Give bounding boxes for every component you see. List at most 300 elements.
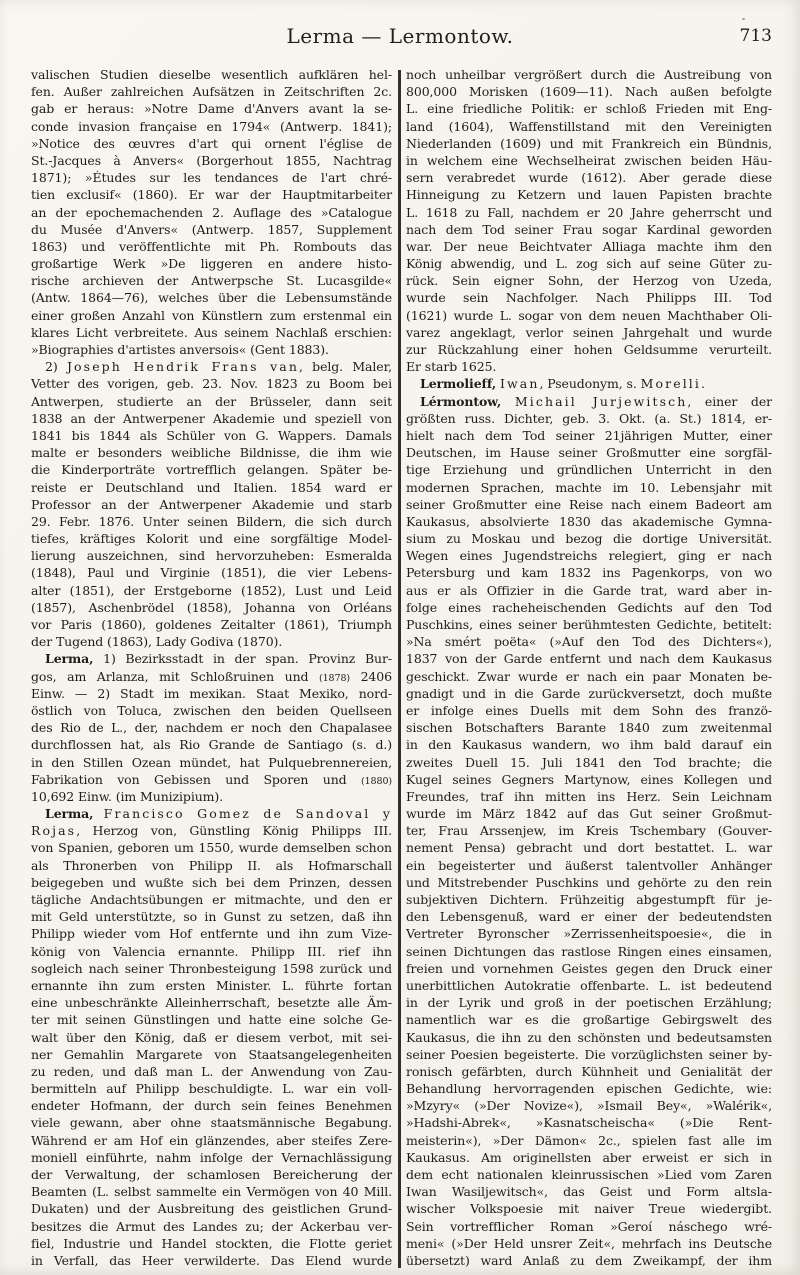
- text-line: [31, 736, 392, 753]
- text-line: [406, 496, 772, 513]
- text-segment: 800,000 Morisken (1609—11). Nach außen befolgte: [406, 84, 772, 100]
- text-line: [31, 118, 392, 135]
- text-line: [406, 874, 772, 891]
- text-line: [31, 324, 392, 341]
- text-line: [406, 1132, 772, 1149]
- running-head: [0, 24, 800, 50]
- text-segment: Deutschen, im Hause seiner Großmutter eine sorgfäl-: [406, 445, 772, 461]
- text-line: [31, 238, 392, 255]
- text-segment: 2406: [350, 668, 392, 684]
- text-segment: walt über den König, daß er diesem verbot, mit sei-: [31, 1029, 392, 1045]
- text-line: [406, 393, 772, 410]
- text-segment: Vetter des vorigen, geb. 23. Nov. 1823 zu Boom bei: [31, 376, 392, 392]
- text-line: [406, 461, 772, 478]
- text-segment: Antwerpen, studierte an der Brüsseler, dann seit: [31, 393, 392, 409]
- text-line: [31, 1011, 392, 1028]
- text-line: [406, 83, 772, 100]
- text-segment: conde invasion française en 1794« (Antwerp. 1841);: [31, 118, 392, 134]
- text-segment: war. Der neue Beichtvater Alliaga machte ihm den: [406, 238, 772, 254]
- text-line: [406, 702, 772, 719]
- text-line: [406, 599, 772, 616]
- text-line: [406, 685, 772, 702]
- text-line: [31, 874, 392, 891]
- text-line: [406, 513, 772, 530]
- text-line: [31, 221, 392, 238]
- text-segment: 1837 von der Garde entfernt und nach dem Kaukasus: [406, 651, 772, 667]
- text-segment: als Thronerben von Philipp II. als Hofmarschall: [31, 857, 392, 873]
- text-line: [31, 805, 392, 822]
- text-segment: tige Erziehung und gründlichen Unterricht in den: [406, 462, 772, 478]
- text-line: [406, 66, 772, 83]
- text-line: [31, 272, 392, 289]
- text-segment: Petersburg und kam 1832 ins Pagenkorps, von wo: [406, 565, 772, 581]
- text-line: [31, 668, 392, 685]
- text-segment: Fabrikation von Gebissen und Sporen und: [31, 771, 361, 787]
- text-line: [31, 891, 392, 908]
- text-line: [406, 118, 772, 135]
- text-line: [406, 1114, 772, 1131]
- text-line: [31, 650, 392, 667]
- text-segment: nach dem Tod seiner Frau sogar Kardinal geworden: [406, 221, 772, 237]
- page-title: Lerma — Lermontow.: [286, 24, 514, 48]
- text-segment: 1841 bis 1844 als Schüler von G. Wappers. Damals: [31, 427, 392, 443]
- text-line: [406, 272, 772, 289]
- text-line: [406, 994, 772, 1011]
- text-line: [406, 633, 772, 650]
- text-segment: er infolge eines Duells mit dem Sohn des franzö-: [406, 702, 772, 718]
- text-line: [406, 616, 772, 633]
- text-segment: rische archieven der Antwerpsche St. Lucasgilde«: [31, 273, 392, 289]
- text-segment: Beamten (L. selbst sammelte ein Vermögen von 40 Mill.: [31, 1184, 392, 1200]
- text-segment: gab er heraus: »Notre Dame d'Anvers avant la se-: [31, 101, 392, 117]
- scan-speck: [756, 30, 758, 32]
- text-segment: in der Lyrik und groß in der poetischen Erzählung;: [406, 995, 772, 1011]
- text-segment: , Herzog von, Günstling König Philipps III.: [76, 823, 392, 839]
- text-line: [406, 1235, 772, 1252]
- text-line: [406, 925, 772, 942]
- text-column-right: [406, 66, 772, 1270]
- text-line: [31, 1046, 392, 1063]
- text-segment: Vertreter Byronscher »Zerrissenheitspoesie«, die in: [406, 926, 772, 942]
- text-line: [406, 427, 772, 444]
- text-line: [406, 1166, 772, 1183]
- text-line: [406, 943, 772, 960]
- text-line: [31, 1097, 392, 1114]
- text-line: [31, 530, 392, 547]
- text-segment: , einer der: [687, 393, 772, 409]
- text-line: [406, 564, 772, 581]
- text-segment: den Lebensgenuß, ward er einer der bedeutendsten: [406, 909, 772, 925]
- text-segment: meni« (»Der Held unsrer Zeit«, mehrfach ins Deutsche: [406, 1235, 772, 1251]
- text-segment: moniell einführte, nahm infolge der Vernachlässigung: [31, 1149, 392, 1165]
- text-segment: zweites Duell 15. Juli 1841 den Tod brachte; die: [406, 754, 772, 770]
- text-segment: »Mzyry« (»Der Novize«), »Ismail Bey«, »Walérik«,: [406, 1098, 772, 1114]
- entry-headword: Lerma,: [45, 806, 94, 822]
- text-line: [31, 307, 392, 324]
- text-segment: land (1604), Waffenstillstand mit den Vereinigten: [406, 118, 772, 134]
- text-segment: Er starb 1625.: [406, 359, 497, 375]
- text-line: [31, 1080, 392, 1097]
- text-line: [406, 1029, 772, 1046]
- text-line: [406, 186, 772, 203]
- text-line: [406, 650, 772, 667]
- text-line: [31, 1166, 392, 1183]
- text-segment: reiste er Deutschland und Italien. 1854 ward er: [31, 479, 392, 495]
- text-segment: von Spanien, geboren um 1550, wurde demselben schon: [31, 840, 392, 856]
- text-segment: Iwan Wasiljewitsch«, das Geist und Form altsla-: [406, 1184, 772, 1200]
- text-segment: sischen Botschafters Barante 1840 zum zweitenmal: [406, 720, 772, 736]
- text-line: [406, 1097, 772, 1114]
- text-line: [31, 616, 392, 633]
- text-segment: noch unheilbar vergrößert durch die Austreibung von: [406, 67, 772, 82]
- text-line: [406, 719, 772, 736]
- text-line: [31, 1235, 392, 1252]
- text-segment: eine unbeschränkte Alleinherrschaft, besetzte alle Äm-: [31, 995, 392, 1011]
- text-line: [406, 444, 772, 461]
- text-line: [406, 341, 772, 358]
- text-line: [31, 1132, 392, 1149]
- text-segment: seiner Großmutter eine Reise nach einem Badeort am: [406, 496, 772, 512]
- text-segment: wurde sein Nachfolger. Nach Philipps III. Tod: [406, 290, 772, 306]
- spaced-name: Joseph Hendrik Frans van: [66, 359, 299, 375]
- text-line: [406, 1252, 772, 1269]
- text-line: [406, 1183, 772, 1200]
- text-segment: wurde im März 1842 auf das Gut seiner Großmut-: [406, 806, 772, 822]
- text-segment: ernannte ihn zum ersten Minister. L. führte fortan: [31, 977, 392, 993]
- text-line: [406, 221, 772, 238]
- text-segment: (1880): [361, 775, 392, 787]
- text-segment: rück. Sein eigner Sohn, der Herzog von Uzeda,: [406, 273, 772, 289]
- text-segment: aus er als Offizier in die Garde trat, ward aber in-: [406, 582, 772, 598]
- text-line: [31, 513, 392, 530]
- text-line: [31, 496, 392, 513]
- text-segment: dem echt nationalen kleinrussischen »Lied vom Zaren: [406, 1167, 772, 1182]
- text-line: [31, 1200, 392, 1217]
- text-segment: 1) Bezirksstadt in der span. Provinz Bur-: [93, 651, 392, 667]
- text-segment: der Tugend (1863), Lady Godiva (1870).: [31, 634, 283, 650]
- text-segment: tiefes, kräftiges Kolorit und eine sorgfältige Model-: [31, 531, 392, 547]
- text-segment: Puschkins, eines seiner berühmtesten Gedichte, betitelt:: [406, 617, 772, 632]
- text-segment: König abwendig, und L. zog sich auf seine Güter zu-: [406, 256, 772, 272]
- text-line: [31, 960, 392, 977]
- text-line: [406, 530, 772, 547]
- text-segment: in Verfall, das Heer verwilderte. Das Elend wurde: [31, 1252, 392, 1268]
- text-segment: [501, 394, 515, 409]
- text-segment: ein begeisterter und äußerst talentvoller Anhänger: [406, 857, 772, 873]
- text-line: [31, 152, 392, 169]
- text-segment: hielt nach dem Tod seiner 21jährigen Mutter, einer: [406, 427, 772, 443]
- text-segment: viele gewann, aber ohne staatsmännische Begabung.: [31, 1115, 392, 1131]
- text-line: [31, 83, 392, 100]
- text-line: [31, 925, 392, 942]
- text-line: [406, 736, 772, 753]
- text-segment: übersetzt) ward Anlaß zu dem Zweikampf, der ihm: [406, 1252, 772, 1268]
- text-line: [31, 754, 392, 771]
- text-line: [406, 1149, 772, 1166]
- text-line: [31, 444, 392, 461]
- text-segment: Kugel seines Gegners Martynow, eines Kollegen und: [406, 771, 772, 787]
- text-line: [31, 1183, 392, 1200]
- text-line: [406, 1063, 772, 1080]
- text-line: [406, 255, 772, 272]
- text-segment: folge eines racheheischenden Gedichts auf den Tod: [406, 599, 772, 615]
- text-segment: (Antw. 1864—76), welches über die Lebensumstände: [31, 290, 392, 306]
- text-segment: Sein vortrefflicher Roman »Geroí náschego wré-: [406, 1218, 772, 1234]
- page-number: 713: [739, 26, 772, 46]
- text-segment: ronisch gefärbten, durch Kühnheit und Genialität der: [406, 1063, 772, 1079]
- text-line: [406, 152, 772, 169]
- text-line: [406, 839, 772, 856]
- text-segment: (1857), Aschenbrödel (1858), Johanna von Orléans: [31, 599, 392, 615]
- text-segment: 1838 an der Antwerpener Akademie und speziell von: [31, 410, 392, 426]
- text-line: [31, 994, 392, 1011]
- text-segment: »Biographies d'artistes anversois« (Gent 1883).: [31, 342, 329, 357]
- text-line: [31, 719, 392, 736]
- text-segment: Dukaten) und der Ausbreitung des geistlichen Grund-: [31, 1201, 392, 1217]
- text-line: [406, 289, 772, 306]
- text-segment: endeter Hofmann, der durch sein feines Benehmen: [31, 1098, 392, 1114]
- text-line: [31, 702, 392, 719]
- text-segment: 1863) und veröffentlichte mit Ph. Rombouts das: [31, 238, 392, 254]
- text-segment: 10,692 Einw. (im Munizipium).: [31, 788, 224, 804]
- text-line: [31, 427, 392, 444]
- text-segment: alter (1851), der Erstgeborne (1852), Lust und Leid: [31, 582, 392, 598]
- text-segment: größten russ. Dichter, geb. 3. Okt. (a. St.) 1814, er-: [406, 410, 772, 426]
- text-line: [406, 977, 772, 994]
- text-segment: durchflossen hat, als Rio Grande de Santiago (s. d.): [31, 737, 392, 753]
- text-segment: des Rio de L., der, nachdem er noch den Chapalasee: [31, 720, 392, 736]
- text-line: [31, 977, 392, 994]
- text-line: [31, 1149, 392, 1166]
- text-line: [406, 788, 772, 805]
- text-segment: in den Kaukasus wandern, wo ihm bald darauf ein: [406, 737, 772, 753]
- text-segment: Kaukasus, absolvierte 1830 das akademische Gymna-: [406, 513, 772, 529]
- text-segment: die Kinderporträte vortrefflich gelangen. Später be-: [31, 462, 392, 478]
- text-line: [31, 186, 392, 203]
- text-segment: bermitteln auf Philipp beschuldigte. L. war ein voll-: [31, 1081, 392, 1097]
- text-segment: seiner Poesien begeisterte. Die vorzüglichsten seiner by-: [406, 1046, 772, 1062]
- text-segment: 2): [45, 359, 67, 375]
- text-line: [31, 393, 392, 410]
- text-segment: tien exclusif« (1860). Er war der Hauptmitarbeiter: [31, 187, 392, 203]
- text-segment: Wegen eines Jugendstreichs relegiert, ging er nach: [406, 548, 772, 564]
- text-line: [406, 135, 772, 152]
- text-segment: varez angeklagt, verlor seinen Jahrgehalt und wurde: [406, 324, 772, 340]
- text-line: [406, 307, 772, 324]
- text-segment: an der epochemachenden 2. Auflage des »Catalogue: [31, 204, 392, 220]
- text-segment: vor Paris (1860), goldenes Zeitalter (1861), Triumph: [31, 617, 392, 632]
- text-line: [406, 100, 772, 117]
- text-segment: »Hadshi-Abrek«, »Kasnatscheischa« (»Die Rent-: [406, 1115, 772, 1131]
- text-line: [31, 908, 392, 925]
- text-line: [31, 788, 392, 805]
- text-line: [406, 324, 772, 341]
- text-segment: östlich von Toluca, zwischen den beiden Quellseen: [31, 702, 392, 718]
- text-segment: sium zu Moskau und bezog die dortige Universität.: [406, 531, 772, 547]
- text-segment: valischen Studien dieselbe wesentlich aufklären hel-: [31, 67, 392, 82]
- text-segment: und Mitstrebender Puschkins und gehörte zu den rein: [406, 874, 772, 890]
- text-line: [406, 204, 772, 221]
- text-segment: der Verwaltung, der schamlosen Bereicherung der: [31, 1167, 392, 1182]
- text-line: [31, 410, 392, 427]
- text-segment: »Notice des œuvres d'art qui ornent l'église de: [31, 135, 392, 151]
- text-line: [406, 960, 772, 977]
- text-segment: (1878): [319, 672, 350, 684]
- text-segment: (1848), Paul und Virginie (1851), die vier Lebens-: [31, 565, 392, 581]
- text-line: [406, 1046, 772, 1063]
- text-segment: gnadigt und in die Garde zurückversetzt, doch mußte: [406, 685, 772, 701]
- text-line: [31, 204, 392, 221]
- text-segment: »Na smért poëta« (»Auf den Tod des Dichters«),: [406, 634, 772, 650]
- text-line: [31, 1063, 392, 1080]
- text-segment: Niederlanden (1609) und mit Frankreich ein Bündnis,: [406, 135, 772, 151]
- text-segment: Philipp wieder vom Hof entfernte und ihn zum Vize-: [31, 926, 392, 942]
- text-segment: beigegeben und wußte sich bei dem Prinzen, dessen: [31, 874, 392, 890]
- text-line: [31, 857, 392, 874]
- text-segment: [93, 806, 103, 821]
- text-line: [406, 358, 772, 375]
- text-segment: wischer Volkspoesie mit naiver Treue wiedergibt.: [406, 1201, 772, 1217]
- spaced-name: Michail Jurjewitsch: [514, 393, 688, 409]
- text-line: [31, 771, 392, 788]
- text-line: [31, 341, 392, 358]
- text-segment: unerbittlichen Autokratie offenbarte. L. ist bedeutend: [406, 977, 772, 993]
- text-line: [31, 822, 392, 839]
- text-segment: Professor an der Antwerpener Akademie und starb: [31, 496, 392, 512]
- text-line: [31, 461, 392, 478]
- text-segment: L. eine friedliche Politik: er schloß Frieden mit Eng-: [406, 101, 772, 117]
- text-segment: , Pseudonym, s.: [539, 376, 641, 392]
- text-line: [406, 1200, 772, 1217]
- text-line: [406, 668, 772, 685]
- text-segment: subjektiven Dichtern. Frühzeitig abgestumpft für je-: [406, 892, 772, 907]
- text-segment: Kaukasus. Am originellsten aber erweist er sich in: [406, 1149, 772, 1165]
- column-divider-rule: [398, 70, 401, 1268]
- text-line: [406, 479, 772, 496]
- text-line: [31, 547, 392, 564]
- text-line: [31, 943, 392, 960]
- text-line: [406, 771, 772, 788]
- text-segment: fiel, Industrie und Handel stockten, die Flotte geriet: [31, 1235, 392, 1251]
- text-line: [406, 857, 772, 874]
- text-segment: einer großen Anzahl von Künstlern zum erstenmal ein: [31, 307, 392, 323]
- text-segment: , belg. Maler,: [299, 359, 392, 375]
- text-line: [406, 238, 772, 255]
- text-line: [31, 135, 392, 152]
- text-segment: ter, Frau Arssenjew, im Kreis Tschembary (Gouver-: [406, 823, 772, 839]
- text-line: [31, 100, 392, 117]
- text-line: [31, 255, 392, 272]
- text-segment: 29. Febr. 1876. Unter seinen Bildern, die sich durch: [31, 513, 392, 529]
- text-line: [406, 375, 772, 392]
- text-line: [406, 754, 772, 771]
- text-segment: klares Licht verbreitete. Aus seinem Nachlaß erschien:: [31, 324, 392, 340]
- text-line: [31, 1218, 392, 1235]
- spaced-name: Rojas: [31, 823, 77, 839]
- text-line: [31, 358, 392, 375]
- text-segment: nement Pensa) gebracht und dort bestattet. L. war: [406, 840, 772, 856]
- entry-headword: Lermolieff,: [420, 376, 497, 392]
- spaced-name: Iwan: [499, 376, 540, 392]
- text-segment: könig von Valencia ernannte. Philipp III. rief ihn: [31, 943, 392, 959]
- text-line: [31, 479, 392, 496]
- text-segment: sern verabredet wurde (1612). Aber gerade diese: [406, 170, 772, 186]
- text-line: [31, 289, 392, 306]
- text-line: [406, 410, 772, 427]
- text-segment: malte er besonders weibliche Bildnisse, die ihm wie: [31, 445, 392, 461]
- text-line: [31, 599, 392, 616]
- text-segment: (1621) wurde L. sogar von dem neuen Machthaber Oli-: [406, 307, 772, 323]
- text-segment: mit Geld unterstützte, so in Gunst zu setzen, daß ihn: [31, 909, 392, 925]
- text-line: [31, 66, 392, 83]
- text-line: [406, 891, 772, 908]
- text-segment: L. 1618 zu Fall, nachdem er 20 Jahre geherrscht und: [406, 204, 772, 220]
- text-line: [31, 839, 392, 856]
- text-segment: lierung auszeichnen, sind hervorzuheben: Esmeralda: [31, 548, 392, 564]
- text-line: [31, 685, 392, 702]
- text-line: [31, 375, 392, 392]
- text-segment: zur Rückzahlung einer hohen Geldsumme verurteilt.: [406, 342, 772, 357]
- text-segment: Hinneigung zu Ketzern und lauen Papisten brachte: [406, 187, 772, 203]
- text-line: [406, 1011, 772, 1028]
- text-line: [406, 822, 772, 839]
- text-segment: fen. Außer zahlreichen Aufsätzen in Zeitschriften 2c.: [31, 84, 392, 100]
- text-segment: ner Gemahlin Margarete von Staatsangelegenheiten: [31, 1046, 392, 1062]
- text-column-left: [31, 66, 392, 1270]
- text-segment: freien und vornehmen Geistes gegen den Druck einer: [406, 960, 772, 976]
- text-line: [406, 582, 772, 599]
- text-line: [406, 169, 772, 186]
- entry-headword: Lerma,: [45, 651, 94, 667]
- text-segment: 1871); »Études sur les tendances de l'art chré-: [31, 170, 392, 186]
- text-line: [406, 805, 772, 822]
- text-segment: besitzes die Armut des Landes zu; der Ackerbau ver-: [31, 1218, 392, 1234]
- text-segment: Freundes, traf ihn mitten ins Herz. Sein Leichnam: [406, 788, 772, 804]
- entry-headword: Lérmontow,: [420, 393, 502, 409]
- text-line: [31, 1252, 392, 1269]
- text-segment: Einw. — 2) Stadt im mexikan. Staat Mexiko, nord-: [31, 685, 392, 701]
- text-segment: in den Stillen Ozean mündet, hat Pulquebrennereien,: [31, 754, 392, 770]
- text-segment: großartige Werk »De liggeren en andere histo-: [31, 256, 392, 272]
- text-line: [31, 1029, 392, 1046]
- text-segment: namentlich war es die großartige Gebirgswelt des: [406, 1012, 772, 1028]
- text-line: [31, 564, 392, 581]
- text-segment: gos, am Arlanza, mit Schloßruinen und: [31, 668, 319, 684]
- spaced-name: Francisco Gomez de Sandoval y: [103, 806, 392, 822]
- text-line: [406, 1218, 772, 1235]
- text-line: [406, 547, 772, 564]
- text-segment: geschickt. Zwar wurde er nach ein paar Monaten be-: [406, 668, 772, 684]
- text-line: [406, 1080, 772, 1097]
- text-line: [406, 908, 772, 925]
- text-segment: .: [701, 376, 705, 392]
- text-segment: St.-Jacques à Anvers« (Borgerhout 1855, Nachtrag: [31, 152, 392, 168]
- text-segment: Während er am Hof ein glänzendes, aber steifes Zere-: [31, 1132, 392, 1148]
- text-segment: modernen Sprachen, machte im 10. Lebensjahr mit: [406, 479, 772, 495]
- text-segment: ter mit seinen Günstlingen und hatte eine solche Ge-: [31, 1012, 392, 1028]
- text-segment: sogleich nach seiner Thronbesteigung 1598 zurück und: [31, 960, 392, 976]
- text-segment: Kaukasus, die ihn zu den schönsten und bedeutsamsten: [406, 1029, 772, 1045]
- text-segment: zu reden, und daß man L. der Anwendung von Zau-: [31, 1063, 392, 1079]
- text-segment: du Musée d'Anvers« (Antwerp. 1857, Supplement: [31, 221, 392, 237]
- spaced-name: Morelli: [640, 376, 701, 392]
- text-line: [31, 169, 392, 186]
- text-segment: seinen Dichtungen das rastlose Ringen eines einsamen,: [406, 943, 772, 959]
- text-segment: in welchem eine Wechselheirat zwischen beiden Häu-: [406, 152, 772, 168]
- text-segment: meisterin«), »Der Dämon« 2c., spielen fast alle im: [406, 1132, 772, 1148]
- text-line: [31, 633, 392, 650]
- text-segment: Behandlung hervorragenden epischen Gedichte, wie:: [406, 1081, 772, 1097]
